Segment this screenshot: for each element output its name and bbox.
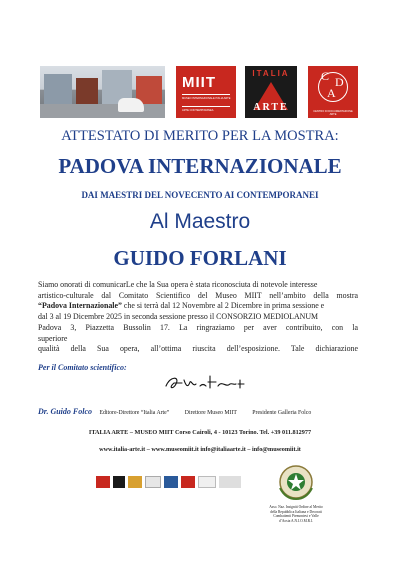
italia-arte-logo: [245, 66, 297, 118]
miit-logo: [176, 66, 236, 118]
director-name: Dr. Guido Folco: [38, 407, 93, 416]
exhibition-subtitle: DAI MAESTRI DEL NOVECENTO AI CONTEMPORANEI: [81, 190, 319, 200]
cda-logo-caption: CENTRO DI DOCUMENTAZIONE ARTE: [313, 110, 353, 116]
body-line: Siamo onorati di comunicarLe che la Sua opera è stata riconosciuta di notevole interesse: [38, 280, 318, 289]
role-publisher: Editore-Direttore “Italia Arte”: [99, 410, 170, 416]
sponsor-logo: [219, 476, 241, 488]
body-line: qualità della Sua opera, all’ottima riuscita dell’esposizione. Tale dichiarazione: [38, 344, 358, 354]
cda-logo: [308, 66, 358, 118]
role-gallery-president: Presidente Galleria Folco: [252, 410, 312, 416]
committee-label: Per il Comitato scientifico:: [38, 363, 127, 372]
exhibition-title: PADOVA INTERNAZIONALE: [58, 154, 342, 178]
miit-logo-subtitle: MUSEO INTERNAZIONALE ITALIA ARTE: [182, 97, 231, 100]
sponsor-logo: [164, 476, 178, 488]
sponsor-logo: [128, 476, 142, 488]
sponsor-logo: [181, 476, 195, 488]
sponsor-logo: [96, 476, 110, 488]
exhibition-name-bold: “Padova Internazionale”: [38, 301, 122, 311]
sponsor-logo: [113, 476, 125, 488]
white-sculpture: [118, 98, 144, 112]
italia-arte-logo-top: ITALIA: [252, 69, 290, 78]
sponsor-logo: [198, 476, 216, 488]
body-line: artistico-culturale dal Comitato Scientifico del Museo MIIT nell’ambito della mostra: [38, 290, 358, 300]
contact-web: www.italia-arte.it – www.museomiit.it info@italiaarte.it – info@museomiit.it: [99, 446, 301, 453]
body-line: Padova 3, Piazzetta Bussolin 17. La ringraziamo per aver contribuito, con la: [38, 322, 358, 332]
sponsor-logo: [145, 476, 161, 488]
body-line-rest: che si terrà dal 12 Novembre al 2 Dicembre in prima sessione e: [121, 301, 325, 311]
cda-letter-d: D: [335, 75, 344, 89]
body-line: dal 3 al 19 Dicembre 2025 in seconda sessione presso il CONSORZIO MEDIOLANUM: [38, 312, 319, 322]
recipient-name: GUIDO FORLANI: [113, 246, 287, 270]
miit-logo-caption: ARTE CONTEMPORANEA: [182, 109, 214, 112]
salutation: Al Maestro: [149, 210, 251, 233]
role-museum-director: Direttore Museo MIIT: [184, 410, 237, 416]
committee-signers: [38, 407, 311, 416]
contact-address: ITALIA ARTE – MUSEO MIIT Corso Cairoli, 4 - 10123 Torino. Tel. +39 011.812977: [88, 429, 312, 436]
miit-logo-title: MIIT: [182, 74, 216, 91]
cda-letter-c: C: [321, 69, 330, 83]
italia-arte-logo-bottom: ARTE: [253, 102, 289, 113]
association-caption: Asso. Naz. Insigniti Ordine al Merito della Repubblica Italiana e Decorati Combattenti Piemontesi e Valle d’Aosta A.N.I.O.M.R.I.: [269, 505, 323, 523]
cda-letter-a: A: [327, 86, 336, 100]
certificate-heading: ATTESTATO DI MERITO PER LA MOSTRA:: [61, 128, 339, 144]
certificate-body: [38, 280, 358, 355]
association-emblem: [276, 462, 316, 502]
sponsor-logos: [96, 472, 246, 492]
museum-exterior-photo: [40, 66, 165, 118]
body-line: superiore: [38, 333, 68, 343]
body-line: [38, 301, 358, 312]
signature: [160, 372, 260, 394]
